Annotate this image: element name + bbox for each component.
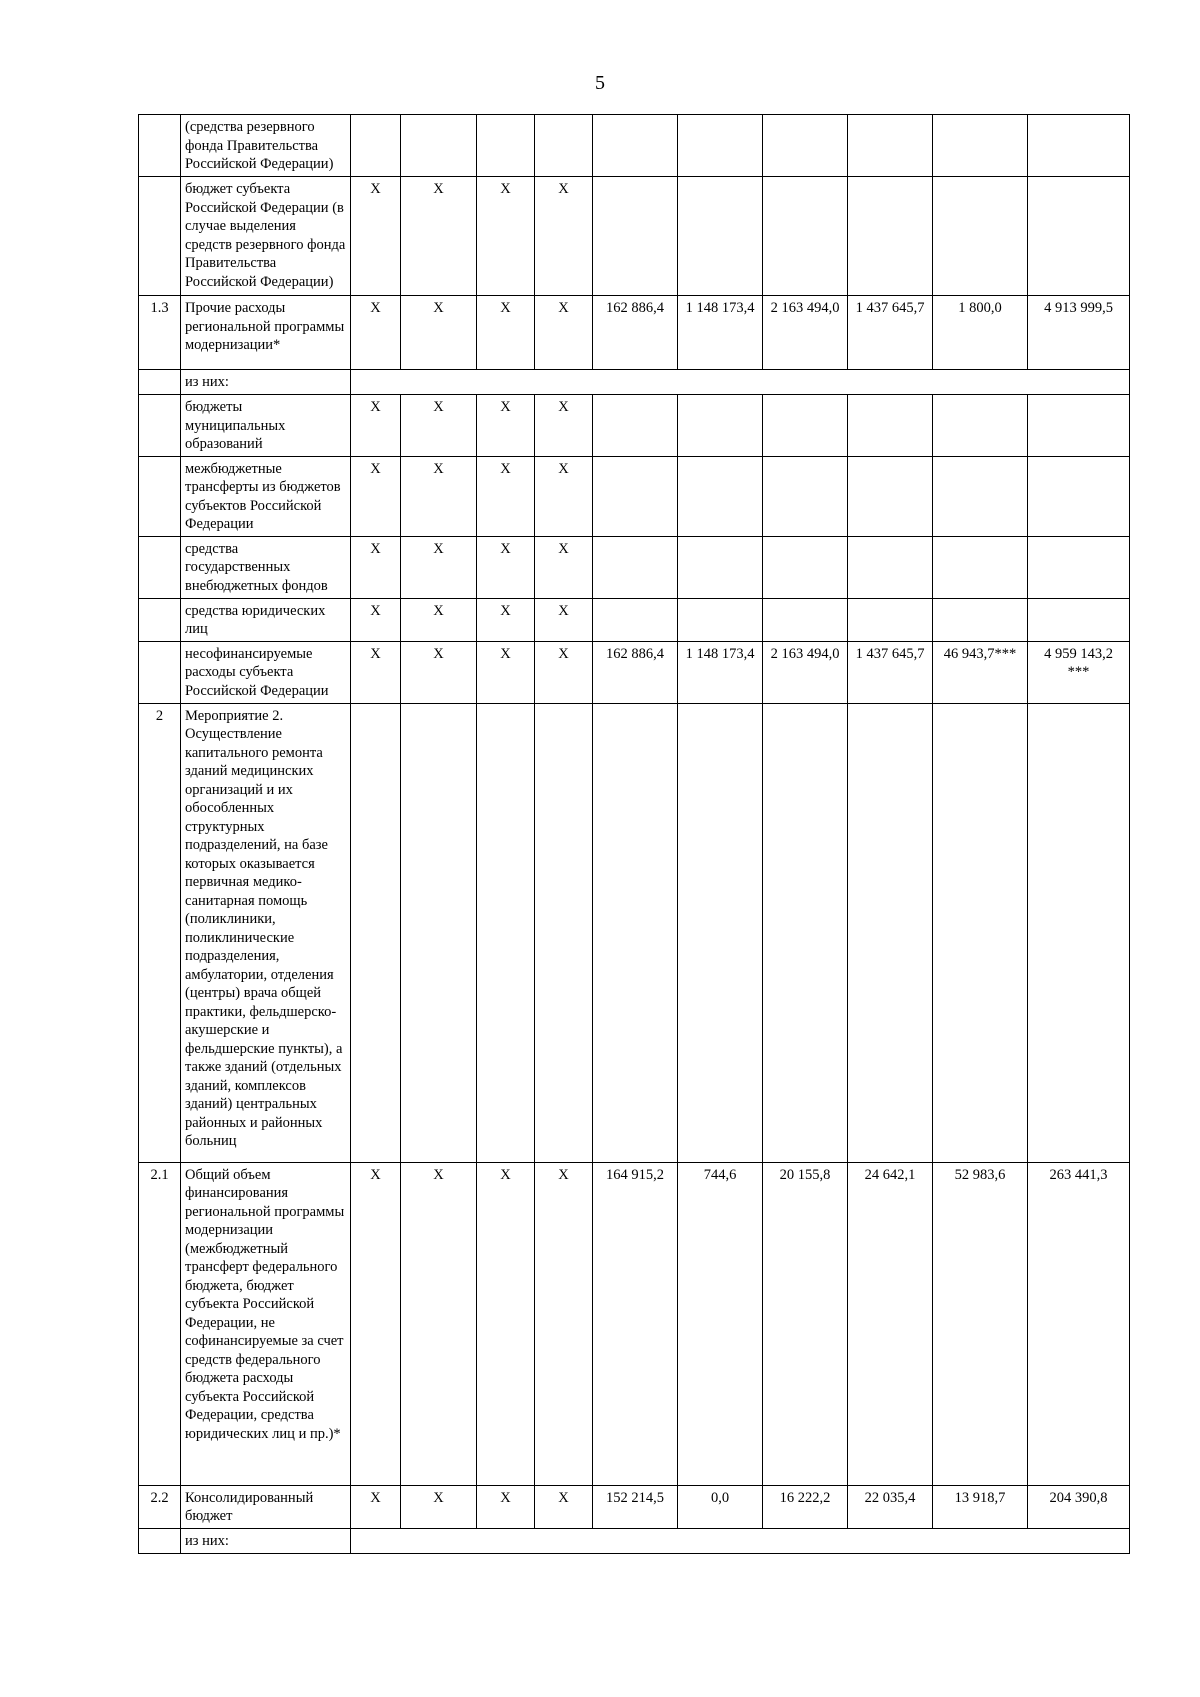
value-cell: 1 437 645,7 — [848, 296, 933, 370]
value-cell: 2 163 494,0 — [763, 641, 848, 703]
value-cell: X — [351, 641, 401, 703]
value-cell: 4 913 999,5 — [1028, 296, 1130, 370]
row-label: Консолидированный бюджет — [181, 1485, 351, 1528]
value-cell: X — [477, 456, 535, 536]
value-cell — [477, 115, 535, 177]
value-cell — [678, 536, 763, 598]
row-number: 2 — [139, 703, 181, 1162]
value-cell — [1028, 598, 1130, 641]
value-cell: X — [535, 536, 593, 598]
value-cell — [848, 703, 933, 1162]
value-cell: X — [351, 1162, 401, 1485]
value-cell: X — [535, 456, 593, 536]
value-cell: X — [351, 598, 401, 641]
value-cell — [401, 115, 477, 177]
value-cell — [593, 115, 678, 177]
value-cell: 22 035,4 — [848, 1485, 933, 1528]
value-cell: X — [535, 598, 593, 641]
value-cell: 152 214,5 — [593, 1485, 678, 1528]
value-cell: X — [401, 598, 477, 641]
value-cell — [763, 536, 848, 598]
row-label: из них: — [181, 370, 351, 395]
row-label: Прочие расходы региональной программы модернизации* — [181, 296, 351, 370]
value-cell — [1028, 703, 1130, 1162]
value-cell — [848, 536, 933, 598]
value-cell — [535, 703, 593, 1162]
value-cell — [477, 703, 535, 1162]
value-cell — [763, 115, 848, 177]
table-row — [139, 1162, 1130, 1485]
row-number — [139, 456, 181, 536]
table-row — [139, 536, 1130, 598]
value-cell: 4 959 143,2 *** — [1028, 641, 1130, 703]
table-row — [139, 395, 1130, 457]
value-cell — [848, 598, 933, 641]
value-cell — [933, 177, 1028, 296]
value-cell: X — [477, 598, 535, 641]
table-row — [139, 177, 1130, 296]
value-cell: 204 390,8 — [1028, 1485, 1130, 1528]
value-cell — [763, 177, 848, 296]
value-cell — [848, 177, 933, 296]
value-cell: 1 148 173,4 — [678, 296, 763, 370]
row-label: межбюджетные трансферты из бюджетов субъектов Российской Федерации — [181, 456, 351, 536]
value-cell — [848, 456, 933, 536]
row-number: 2.2 — [139, 1485, 181, 1528]
value-cell — [848, 115, 933, 177]
value-cell: X — [351, 1485, 401, 1528]
row-number — [139, 641, 181, 703]
financing-table — [138, 114, 1130, 1554]
row-number — [139, 177, 181, 296]
value-cell — [535, 115, 593, 177]
value-cell — [848, 395, 933, 457]
row-label: из них: — [181, 1528, 351, 1553]
value-cell: 20 155,8 — [763, 1162, 848, 1485]
empty-span-cell — [351, 370, 1130, 395]
value-cell — [933, 536, 1028, 598]
row-number — [139, 598, 181, 641]
value-cell: X — [351, 395, 401, 457]
value-cell — [933, 703, 1028, 1162]
table-row — [139, 641, 1130, 703]
row-number — [139, 115, 181, 177]
value-cell: X — [401, 456, 477, 536]
value-cell: X — [401, 177, 477, 296]
value-cell: X — [477, 1162, 535, 1485]
value-cell: X — [401, 1162, 477, 1485]
table-row — [139, 456, 1130, 536]
value-cell: X — [401, 641, 477, 703]
value-cell: 13 918,7 — [933, 1485, 1028, 1528]
value-cell: X — [351, 296, 401, 370]
value-cell: 162 886,4 — [593, 641, 678, 703]
value-cell — [678, 598, 763, 641]
row-label: бюджет субъекта Российской Федерации (в случае выделения средств резервного фонда Правительства Российской Федерации) — [181, 177, 351, 296]
value-cell — [678, 703, 763, 1162]
row-number — [139, 1528, 181, 1553]
value-cell — [593, 703, 678, 1162]
table-row — [139, 296, 1130, 370]
table-row — [139, 115, 1130, 177]
value-cell — [593, 177, 678, 296]
row-number — [139, 370, 181, 395]
value-cell: X — [535, 1485, 593, 1528]
value-cell: X — [401, 296, 477, 370]
value-cell: X — [401, 1485, 477, 1528]
value-cell: 2 163 494,0 — [763, 296, 848, 370]
value-cell — [678, 456, 763, 536]
value-cell — [593, 536, 678, 598]
row-label: средства юридических лиц — [181, 598, 351, 641]
value-cell — [593, 395, 678, 457]
value-cell — [763, 598, 848, 641]
value-cell: 46 943,7*** — [933, 641, 1028, 703]
row-number — [139, 395, 181, 457]
table-row — [139, 703, 1130, 1162]
value-cell: 162 886,4 — [593, 296, 678, 370]
value-cell: X — [477, 1485, 535, 1528]
table-row — [139, 598, 1130, 641]
row-label: Мероприятие 2. Осуществление капитального ремонта зданий медицинских организаций и их обособленных структурных подразделений, на базе которых оказывается первичная медико-санитарная помощь (поликлиники, поликлинические подразделения, амбулатории, отделения (центры) врача общей практики, фельдшерско-акушерские и фельдшерские пункты), а также зданий (отдельных зданий, комплексов зданий) центральных районных и районных больниц — [181, 703, 351, 1162]
row-number — [139, 536, 181, 598]
table-row — [139, 370, 1130, 395]
page-number: 5 — [595, 72, 605, 94]
value-cell: X — [351, 456, 401, 536]
value-cell — [933, 456, 1028, 536]
value-cell — [351, 703, 401, 1162]
value-cell — [678, 115, 763, 177]
value-cell: X — [477, 536, 535, 598]
value-cell: 164 915,2 — [593, 1162, 678, 1485]
value-cell — [1028, 177, 1130, 296]
value-cell — [763, 703, 848, 1162]
value-cell — [763, 395, 848, 457]
row-label: Общий объем финансирования региональной программы модернизации (межбюджетный трансферт федерального бюджета, бюджет субъекта Российской Федерации, не софинансируемые за счет средств федерального бюджета расходы субъекта Российской Федерации, средства юридических лиц и пр.)* — [181, 1162, 351, 1485]
value-cell — [933, 115, 1028, 177]
value-cell: X — [535, 395, 593, 457]
value-cell — [1028, 115, 1130, 177]
value-cell: X — [535, 177, 593, 296]
empty-span-cell — [351, 1528, 1130, 1553]
value-cell: 744,6 — [678, 1162, 763, 1485]
value-cell: 1 800,0 — [933, 296, 1028, 370]
value-cell — [401, 703, 477, 1162]
value-cell: X — [535, 1162, 593, 1485]
value-cell — [1028, 395, 1130, 457]
value-cell: X — [351, 536, 401, 598]
value-cell — [678, 395, 763, 457]
value-cell: X — [535, 296, 593, 370]
value-cell — [593, 598, 678, 641]
value-cell: X — [401, 395, 477, 457]
value-cell: 1 148 173,4 — [678, 641, 763, 703]
value-cell: 0,0 — [678, 1485, 763, 1528]
value-cell: X — [401, 536, 477, 598]
value-cell — [1028, 536, 1130, 598]
value-cell: X — [535, 641, 593, 703]
value-cell — [678, 177, 763, 296]
value-cell — [351, 115, 401, 177]
value-cell: X — [351, 177, 401, 296]
row-label: несофинансируемые расходы субъекта Российской Федерации — [181, 641, 351, 703]
value-cell — [763, 456, 848, 536]
row-number: 1.3 — [139, 296, 181, 370]
row-number: 2.1 — [139, 1162, 181, 1485]
value-cell — [933, 598, 1028, 641]
value-cell — [1028, 456, 1130, 536]
value-cell: 16 222,2 — [763, 1485, 848, 1528]
value-cell: X — [477, 395, 535, 457]
value-cell — [593, 456, 678, 536]
value-cell: X — [477, 177, 535, 296]
value-cell: X — [477, 296, 535, 370]
row-label: (средства резервного фонда Правительства Российской Федерации) — [181, 115, 351, 177]
value-cell: 263 441,3 — [1028, 1162, 1130, 1485]
table-row — [139, 1485, 1130, 1528]
value-cell: 24 642,1 — [848, 1162, 933, 1485]
row-label: бюджеты муниципальных образований — [181, 395, 351, 457]
value-cell — [933, 395, 1028, 457]
row-label: средства государственных внебюджетных фондов — [181, 536, 351, 598]
value-cell: X — [477, 641, 535, 703]
table-row — [139, 1528, 1130, 1553]
value-cell: 52 983,6 — [933, 1162, 1028, 1485]
value-cell: 1 437 645,7 — [848, 641, 933, 703]
